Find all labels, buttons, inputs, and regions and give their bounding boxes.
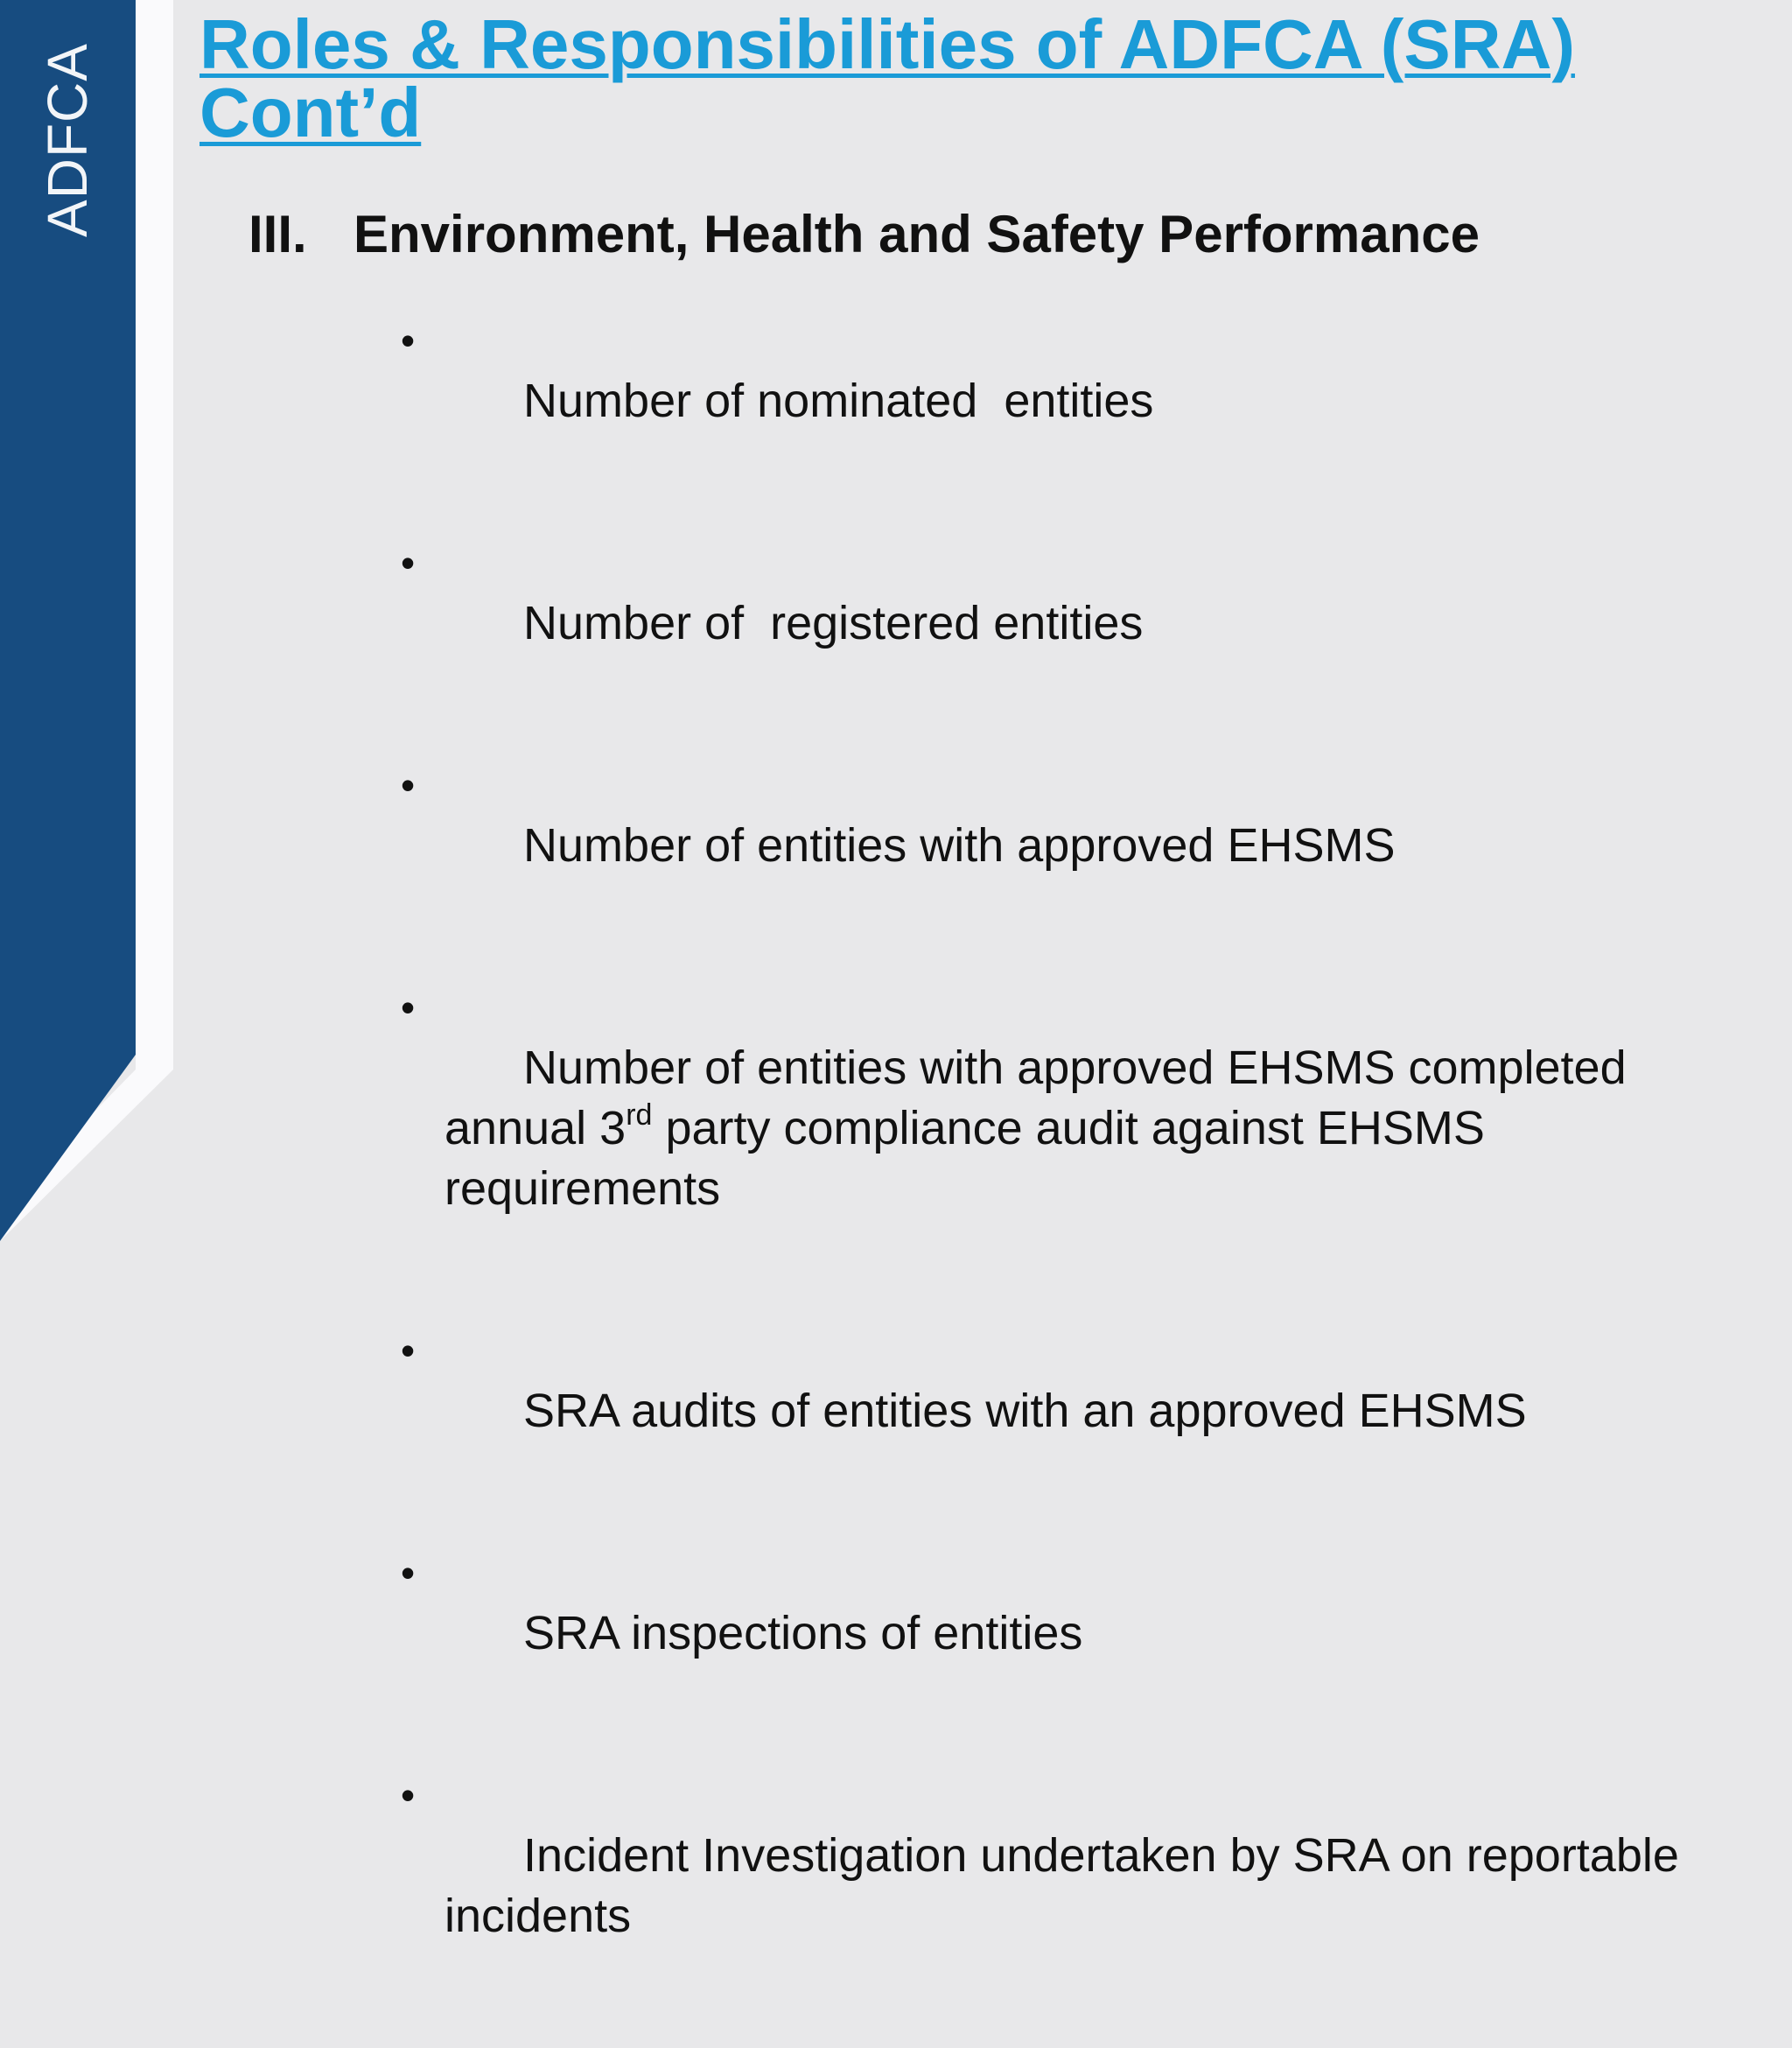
list-item <box>401 311 1766 492</box>
bullet-dot-icon: • <box>401 1772 416 1818</box>
list-item <box>401 533 1766 714</box>
bullet-dot-icon: • <box>401 1328 416 1373</box>
list-item <box>401 1543 1766 1724</box>
title-line-2: Cont’d <box>200 74 422 151</box>
bullet-dot-icon: • <box>401 540 416 586</box>
list-item <box>401 1765 1766 2007</box>
bullet-dot-icon: • <box>401 985 416 1030</box>
brand-logo-text: ADFCA <box>36 43 99 237</box>
list-item <box>401 978 1766 1280</box>
sidebar-banner <box>0 0 228 1241</box>
list-item-text: Number of registered entities <box>523 597 1144 649</box>
section-heading <box>248 201 1480 268</box>
section-numeral: III. <box>248 205 307 263</box>
list-item-text: Number of nominated entities <box>523 375 1154 427</box>
list-item-text: SRA audits of entities with an approved EHSMS <box>523 1385 1527 1437</box>
page-title <box>200 5 1652 151</box>
title-line-1: Roles & Responsibilities of ADFCA (SRA) <box>200 5 1575 83</box>
section-heading-text: Environment, Health and Safety Performance <box>354 205 1480 263</box>
list-item-text-before: Number of entities with approved EHSMS completed annual 3 <box>444 1042 1640 1154</box>
list-item-text: Incident Investigation undertaken by SRA on reportable incidents <box>444 1829 1692 1942</box>
bullet-dot-icon: • <box>401 318 416 363</box>
bullet-dot-icon: • <box>401 762 416 808</box>
bullet-dot-icon: • <box>401 1550 416 1596</box>
list-item-text: Number of entities with approved EHSMS <box>523 819 1396 872</box>
list-item <box>401 1321 1766 1502</box>
bullet-list <box>401 311 1766 2048</box>
list-item-text-after: party compliance audit against EHSMS requirements <box>444 1102 1498 1215</box>
list-item <box>401 755 1766 936</box>
list-item-text: SRA inspections of entities <box>523 1607 1083 1659</box>
ordinal-superscript: rd <box>626 1098 653 1132</box>
